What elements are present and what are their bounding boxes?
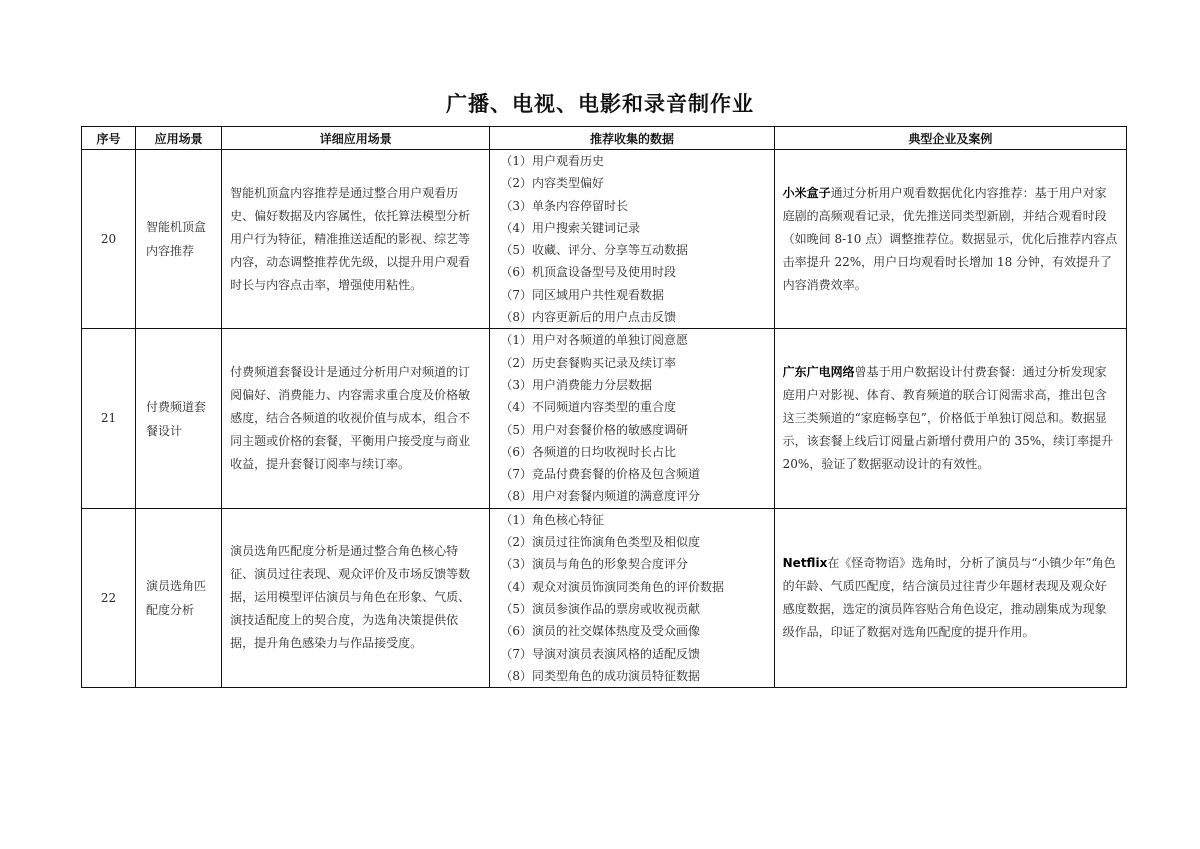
- detail-cell: 付费频道套餐设计是通过分析用户对频道的订阅偏好、消费能力、内容需求重合度及价格敏感度，结合各频道的收视价值与成本，组合不同主题或价格的套餐，平衡用户接受度与商业收益，提升套餐订阅率与续订率。: [222, 329, 490, 508]
- row-number: 20: [82, 150, 136, 329]
- table-row: [82, 150, 1127, 329]
- data-item: （8）用户对套餐内频道的满意度评分: [500, 489, 701, 504]
- scene-cell: 智能机顶盒内容推荐: [136, 150, 222, 329]
- data-item: （1）用户对各频道的单独订阅意愿: [500, 333, 689, 348]
- case-text: 通过分析用户观看数据优化内容推荐：基于用户对家庭剧的高频观看记录，优先推送同类型新剧，并结合观看时段（如晚间 8-10 点）调整推荐位。数据显示，优化后推荐内容点击率提升 22%，用户日均观看时长增加 18 分钟，有效提升了内容消费效率。: [782, 185, 1118, 292]
- data-item: （4）用户搜索关键词记录: [500, 220, 641, 235]
- company-name: 广东广电网络: [782, 365, 855, 380]
- company-name: Netflix: [782, 555, 828, 570]
- data-item: （1）用户观看历史: [500, 154, 605, 168]
- data-item: （6）演员的社交媒体热度及受众画像: [500, 624, 701, 639]
- company-name: 小米盒子: [782, 185, 831, 200]
- data-item: （6）各频道的日均收视时长占比: [500, 444, 677, 459]
- data-item: （2）内容类型偏好: [500, 176, 605, 191]
- scene-cell: 演员选角匹配度分析: [136, 508, 222, 687]
- case-cell: [774, 329, 1126, 508]
- header-data: 推荐收集的数据: [490, 127, 774, 150]
- data-item: （7）同区域用户共性观看数据: [500, 287, 665, 302]
- table-row: [82, 508, 1127, 687]
- data-item: （6）机顶盒设备型号及使用时段: [500, 265, 677, 280]
- case-cell: [774, 508, 1126, 687]
- table-header-row: [82, 127, 1127, 150]
- header-scene: 应用场景: [136, 127, 222, 150]
- data-item: （8）内容更新后的用户点击反馈: [500, 310, 677, 325]
- data-list-cell: [490, 508, 774, 687]
- data-list-cell: [490, 329, 774, 508]
- data-item: （3）用户消费能力分层数据: [500, 377, 653, 392]
- data-item: （5）演员参演作品的票房或收视贡献: [500, 601, 701, 616]
- data-item: （3）演员与角色的形象契合度评分: [500, 557, 689, 572]
- case-text: 在《怪奇物语》选角时，分析了演员与“小镇少年”角色的年龄、气质匹配度，结合演员过往青少年题材表现及观众好感度数据，选定的演员阵容贴合角色设定，推动剧集成为现象级作品，印证了数据对选角匹配度的提升作用。: [782, 555, 1116, 639]
- data-item: （1）角色核心特征: [500, 512, 605, 527]
- industry-table: [81, 126, 1127, 688]
- case-cell: [774, 150, 1126, 329]
- scene-cell: 付费频道套餐设计: [136, 329, 222, 508]
- data-item: （7）导演对演员表演风格的适配反馈: [500, 646, 701, 661]
- data-item: （4）不同频道内容类型的重合度: [500, 400, 677, 415]
- data-list-cell: [490, 150, 774, 329]
- row-number: 22: [82, 508, 136, 687]
- header-case: 典型企业及案例: [774, 127, 1126, 150]
- data-item: （5）收藏、评分、分享等互动数据: [500, 243, 689, 258]
- header-no: 序号: [82, 127, 136, 150]
- data-item: （8）同类型角色的成功演员特征数据: [500, 668, 701, 683]
- data-item: （2）历史套餐购买记录及续订率: [500, 355, 677, 370]
- data-item: （2）演员过往饰演角色类型及相似度: [500, 535, 701, 550]
- table-row: [82, 329, 1127, 508]
- row-number: 21: [82, 329, 136, 508]
- detail-cell: 演员选角匹配度分析是通过整合角色核心特征、演员过往表现、观众评价及市场反馈等数据，运用模型评估演员与角色在形象、气质、演技适配度上的契合度，为选角决策提供依据，提升角色感染力与作品接受度。: [222, 508, 490, 687]
- data-item: （3）单条内容停留时长: [500, 198, 629, 213]
- detail-cell: 智能机顶盒内容推荐是通过整合用户观看历史、偏好数据及内容属性，依托算法模型分析用户行为特征，精准推送适配的影视、综艺等内容，动态调整推荐优先级，以提升用户观看时长与内容点击率，增强使用粘性。: [222, 150, 490, 329]
- data-item: （4）观众对演员饰演同类角色的评价数据: [500, 579, 725, 594]
- case-text: 曾基于用户数据设计付费套餐：通过分析发现家庭用户对影视、体育、教育频道的联合订阅需求高，推出包含这三类频道的“家庭畅享包”，价格低于单独订阅总和。数据显示，该套餐上线后订阅量占新增付费用户的 35%，续订率提升 20%，验证了数据驱动设计的有效性。: [782, 365, 1114, 472]
- data-item: （7）竞品付费套餐的价格及包含频道: [500, 467, 701, 482]
- data-item: （5）用户对套餐价格的敏感度调研: [500, 422, 689, 437]
- page-title: 广播、电视、电影和录音制作业: [446, 92, 754, 116]
- header-detail: 详细应用场景: [222, 127, 490, 150]
